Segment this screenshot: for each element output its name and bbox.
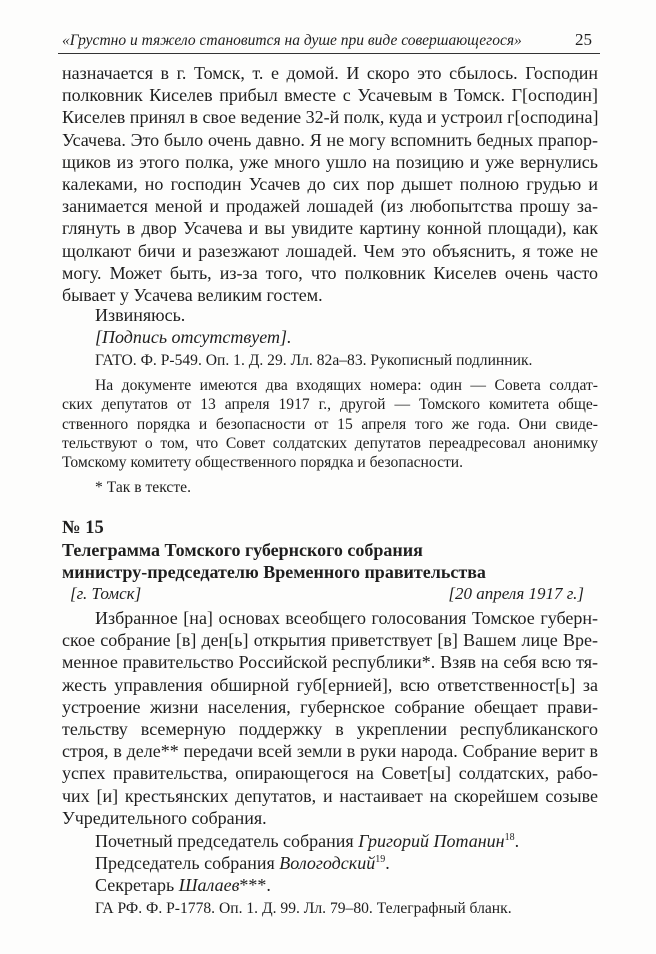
telegram-body	[62, 607, 598, 829]
text-line: устроение жизни населения, губернское собрание обещает прави-	[62, 696, 598, 717]
signature-line	[62, 830, 598, 852]
text-line: менное правительство Российской республики*. Взяв на себя всю тя-	[62, 652, 598, 673]
letter-closing	[62, 304, 598, 348]
header-rule	[58, 53, 600, 54]
letter-archive-ref	[62, 351, 598, 370]
signature-role: Председатель собрания	[95, 853, 280, 874]
text-line: тельству всемерную поддержку в укреплении республиканского	[62, 718, 598, 739]
text-line: ских депутатов от 13 апреля 1917 г., другой — Томского комитета обще-	[62, 396, 598, 414]
page-number: 25	[575, 30, 592, 49]
text-line: На документе имеются два входящих номера: один — Совета солдат-	[95, 377, 598, 394]
telegram-archive-ref-block	[62, 899, 598, 918]
title-line: Телеграмма Томского губернского собрания	[62, 540, 423, 560]
footnote: * Так в тексте.	[95, 479, 191, 496]
text-line: тельствуют о том, что Совет солдатских депутатов переадресовал анонимку	[62, 434, 598, 452]
signature-role: Секретарь	[95, 875, 179, 896]
text-line: щолкают бичи и разезжают лошадей. Чем это объяснить, я тоже не	[62, 240, 598, 261]
signature-line	[62, 874, 598, 896]
closing-text: Извиняюсь.	[95, 305, 186, 325]
document-number-block	[62, 517, 598, 539]
text-line: могу. Может быть, из-за того, что полковник Киселев очень часто	[62, 262, 598, 283]
text-line: чих [и] крестьянских депутатов, и настаивает на скорейшем созыве	[62, 785, 598, 806]
text-line: щиков из этого полка, уже много ушло на позицию и уже вернулись	[62, 151, 598, 172]
text-line: ственного порядка и безопасности от 15 апреля того же года. Они свиде-	[62, 415, 598, 433]
signature-note: [Подпись отсутствует].	[95, 327, 292, 348]
text-line: жесть управления обширной губ[ернией], всю ответственност[ь] за	[62, 674, 598, 695]
running-head	[62, 32, 598, 52]
signatures	[62, 830, 598, 897]
text-line: Киселев принял в свое ведение 32-й полк, куда и устроил г[осподина]	[62, 107, 599, 128]
text-line: успех правительства, опирающегося на Совет[ы] солдатских, рабо-	[62, 763, 598, 784]
endnote-marker: 19	[375, 854, 386, 866]
running-head-title: «Грустно и тяжело становится на душе при виде совершающегося»	[62, 32, 522, 49]
signature-suffix: ***.	[239, 875, 271, 896]
signature-name: Шалаев	[178, 875, 240, 896]
text-line: Усачева. Это было очень давно. Я не могу вспомнить бедных прапор-	[62, 129, 598, 150]
signature-name: Григорий Потанин	[358, 831, 505, 851]
signature-name: Вологодский	[279, 853, 376, 874]
place: [г. Томск]	[70, 584, 142, 603]
archive-reference: ГАТО. Ф. Р-549. Оп. 1. Д. 29. Лл. 82а–83. Рукописный подлинник.	[95, 352, 533, 369]
text-line: полковник Киселев прибыл вместе с Усачевым в Томск. Г[осподин]	[62, 85, 598, 106]
text-line: ское собрание [в] ден[ь] открытия приветствует [в] Вашем лице Вре-	[62, 630, 598, 651]
text-line: Томскому комитету общественного порядка и безопасности.	[62, 454, 464, 472]
text-line: бывает у Усачева великим гостем.	[62, 284, 323, 305]
title-line: министру-председателю Временного правительства	[62, 562, 486, 583]
commentary	[62, 376, 598, 472]
footnote-block	[62, 478, 598, 497]
signature-role: Почетный председатель собрания	[95, 831, 359, 851]
signature-line	[62, 852, 598, 874]
text-line: назначается в г. Томск, т. е домой. И скоро это сбылось. Господин	[62, 63, 598, 83]
text-line: строя, в деле** передачи всей земли в руки народа. Собрание верит в	[62, 741, 598, 762]
letter-body	[62, 62, 598, 306]
place-date	[70, 584, 584, 606]
text-line: глянуть в двор Усачева и вы увидите картину конной площади), как	[62, 218, 598, 239]
text-line: занимается меной и продажей лошадей (из любопытства прошу за-	[62, 196, 598, 217]
text-line: калеками, но господин Усачев до сих пор дышет полною грудью и	[62, 173, 598, 194]
signature-suffix: .	[385, 853, 390, 874]
endnote-marker: 18	[504, 832, 515, 843]
signature-suffix: .	[514, 831, 520, 851]
text-line: Учредительного собрания.	[62, 807, 267, 828]
date: [20 апреля 1917 г.]	[448, 584, 584, 603]
document-title	[62, 539, 598, 583]
archive-reference: ГА РФ. Ф. Р-1778. Оп. 1. Д. 99. Лл. 79–80. Телеграфный бланк.	[95, 900, 512, 917]
text-line: Избранное [на] основах всеобщего голосования Томское губерн-	[95, 608, 598, 628]
document-number: № 15	[62, 518, 104, 538]
